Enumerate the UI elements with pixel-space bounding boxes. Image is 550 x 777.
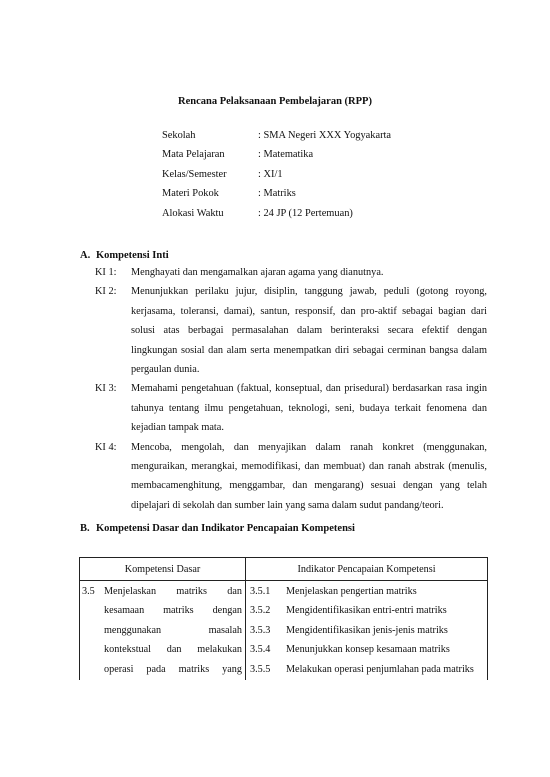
indicator-code: 3.5.2 [250, 605, 271, 617]
indicator-code: 3.5.1 [250, 586, 271, 597]
ki-code: KI 1: [95, 267, 117, 278]
kompetensi-inti-list [95, 263, 487, 515]
kd-number: 3.5 [82, 586, 95, 597]
identity-value: : Matematika [258, 149, 314, 161]
section-a-title: Kompetensi Inti [96, 250, 169, 261]
indicator-code: 3.5.3 [250, 624, 271, 636]
kd-line [104, 621, 242, 640]
kd-word: menggunakan [104, 624, 162, 636]
kd-line [104, 640, 242, 659]
kd-number-cell [80, 581, 104, 680]
kd-line [104, 601, 242, 620]
section-a-number: A. [80, 250, 91, 261]
indicator-item [247, 640, 486, 659]
kd-word: kontekstual [104, 644, 151, 656]
identity-row [162, 204, 391, 223]
ki-item [95, 379, 487, 437]
kd-word: dan [227, 586, 242, 597]
ki-item [95, 263, 487, 282]
ki-item [95, 282, 487, 379]
section-a-heading [80, 250, 169, 261]
identity-label: Materi Pokok [162, 188, 219, 200]
kd-word: yang [222, 663, 242, 675]
ki-code: KI 3: [95, 383, 117, 395]
identity-value: : Matriks [258, 188, 296, 200]
kd-word: dan [166, 644, 182, 656]
section-b-number: B. [80, 523, 90, 534]
kd-word: kesamaan [104, 605, 145, 617]
table-row [80, 581, 488, 680]
identity-row [162, 145, 391, 164]
kd-word: matriks [178, 663, 210, 675]
kd-indicator-table [79, 557, 488, 680]
indicator-text: Melakukan operasi penjumlahan pada matriks [286, 663, 474, 675]
kd-word: matriks [163, 605, 194, 617]
indicator-item [247, 601, 486, 620]
identity-row [162, 184, 391, 203]
identity-value: : SMA Negeri XXX Yogyakarta [258, 130, 392, 141]
indicator-item [247, 582, 486, 601]
identity-label: Mata Pelajaran [162, 149, 225, 161]
indicator-code: 3.5.4 [250, 644, 271, 656]
kd-word: pada [146, 663, 166, 675]
identity-label: Alokasi Waktu [162, 207, 224, 219]
indicator-text: Mengidentifikasikan entri-entri matriks [286, 605, 447, 617]
kd-word: Menjelaskan [104, 586, 157, 597]
kd-word: masalah [208, 624, 242, 636]
kd-text-cell [103, 581, 246, 680]
document-title: Rencana Pelaksanaan Pembelajaran (RPP) [178, 96, 372, 107]
kd-word: operasi [104, 663, 134, 675]
indicator-item [247, 621, 486, 640]
identity-block [162, 126, 391, 223]
identity-label: Sekolah [162, 130, 196, 141]
table-header-row [80, 558, 488, 581]
kd-word: melakukan [197, 644, 242, 656]
ki-item [95, 438, 487, 516]
kd-line [104, 660, 242, 679]
indicator-item [247, 660, 486, 679]
identity-row [162, 126, 391, 145]
header-kompetensi-dasar: Kompetensi Dasar [80, 558, 246, 581]
indicator-text: Menunjukkan konsep kesamaan matriks [286, 644, 450, 656]
identity-value: : XI/1 [258, 168, 283, 180]
indicator-text: Mengidentifikasikan jenis-jenis matriks [286, 624, 448, 636]
kd-line [104, 582, 242, 601]
identity-value: : 24 JP (12 Pertemuan) [258, 207, 353, 219]
section-b-heading [80, 523, 355, 534]
ki-text: Menunjukkan perilaku jujur, disiplin, tanggung jawab, peduli (gotong royong, kerjasama, toleransi, damai), santun, responsif, dan pro-aktif sebagai bagian dari solusi atas berbagai permasalahan dalam berinteraksi secara efektif dengan lingkungan sosial dan alam serta menempatkan diri sebagai cerminan bangsa dalam pergaulan dunia. [131, 286, 487, 376]
section-b-title: Kompetensi Dasar dan Indikator Pencapaian Kompetensi [96, 523, 355, 534]
header-indikator: Indikator Pencapaian Kompetensi [246, 558, 488, 581]
ki-text: Menghayati dan mengamalkan ajaran agama yang dianutnya. [131, 267, 384, 278]
kd-word: dengan [212, 605, 242, 617]
ki-text: Memahami pengetahuan (faktual, konseptual, dan prisedural) berdasarkan rasa ingin tahunya tentang ilmu pengetahuan, teknologi, seni, budaya terkait fenomena dan kejadian tampak mata. [131, 383, 487, 434]
indicator-cell [246, 581, 488, 680]
identity-label: Kelas/Semester [162, 168, 227, 180]
identity-row [162, 165, 391, 184]
kd-word: matriks [176, 586, 207, 597]
ki-text: Mencoba, mengolah, dan menyajikan dalam ranah konkret (menggunakan, menguraikan, merangkai, memodifikasi, dan membuat) dan ranah abstrak (menulis, membacamenghitung, menggambar, dan mengarang) sesuai dengan yang telah dipelajari di sekolah dan sumber lain yang sama dalam sudut pandang/teori. [131, 441, 487, 511]
indicator-code: 3.5.5 [250, 663, 271, 675]
ki-code: KI 2: [95, 286, 117, 298]
ki-code: KI 4: [95, 441, 117, 453]
indicator-text: Menjelaskan pengertian matriks [286, 586, 417, 597]
